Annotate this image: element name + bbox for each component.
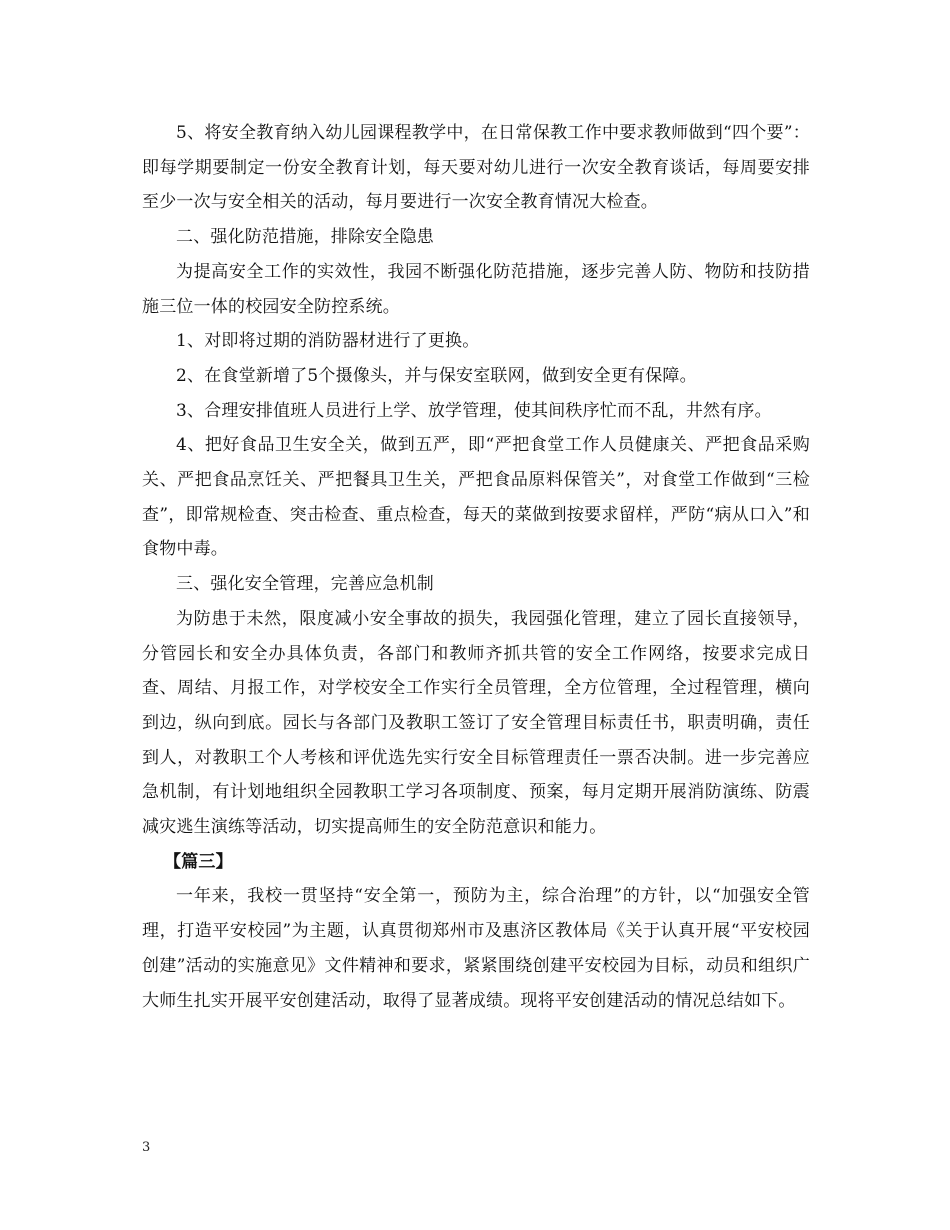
paragraph-management: 为防患于未然，限度减小安全事故的损失，我园强化管理，建立了园长直接领导，分管园长和安全办具体负责，各部门和教师齐抓共管的安全工作网络，按要求完成日查、周结、月报工作，对学校安全工作实行全员管理，全方位管理，全过程管理，横向到边，纵向到底。园长与各部门及教职工签订了安全管理目标责任书，职责明确，责任到人，对教职工个人考核和评优选先实行安全目标管理责任一票否决制。进一步完善应急机制，有计划地组织全园教职工学习各项制度、预案，每月定期开展消防演练、防震减灾逃生演练等活动，切实提高师生的安全防范意识和能力。 [142,608,810,838]
section-label-part-three: 【篇三】 [164,851,233,872]
paragraph-item-2: 2、在食堂新增了5个摄像头，并与保安室联网，做到安全更有保障。 [176,365,697,386]
paragraph-item-3: 3、合理安排值班人员进行上学、放学管理，使其间秩序忙而不乱，井然有序。 [176,400,772,421]
paragraph-safety-education-item-5: 5、将安全教育纳入幼儿园课程教学中，在日常保教工作中要求教师做到“四个要”：即每学期要制定一份安全教育计划，每天要对幼儿进行一次安全教育谈话，每周要安排至少一次与安全相关的活动，每月要进行一次安全教育情况大检查。 [142,123,810,213]
paragraph-item-1: 1、对即将过期的消防器材进行了更换。 [176,331,480,352]
document-body [142,116,810,1018]
paragraph-part-three-intro: 一年来，我校一贯坚持“安全第一，预防为主，综合治理”的方针，以“加强安全管理，打造平安校园”为主题，认真贯彻郑州市及惠济区教体局《关于认真开展“平安校园创建”活动的实施意见》文件精神和要求，紧紧围绕创建平安校园为目标，动员和组织广大师生扎实开展平安创建活动，取得了显著成绩。现将平安创建活动的情况总结如下。 [142,886,810,1011]
section-heading-three: 三、强化安全管理，完善应急机制 [176,574,434,595]
page-number: 3 [142,1140,151,1155]
paragraph-prevention-intro: 为提高安全工作的实效性，我园不断强化防范措施，逐步完善人防、物防和技防措施三位一体的校园安全防控系统。 [142,261,810,317]
section-heading-two: 二、强化防范措施，排除安全隐患 [176,227,434,248]
paragraph-item-4: 4、把好食品卫生安全关，做到五严，即“严把食堂工作人员健康关、严把食品采购关、严把食品烹饪关、严把餐具卫生关，严把食品原料保管关”，对食堂工作做到“三检查”，即常规检查、突击检查、重点检查，每天的菜做到按要求留样，严防“病从口入”和食物中毒。 [142,435,810,560]
